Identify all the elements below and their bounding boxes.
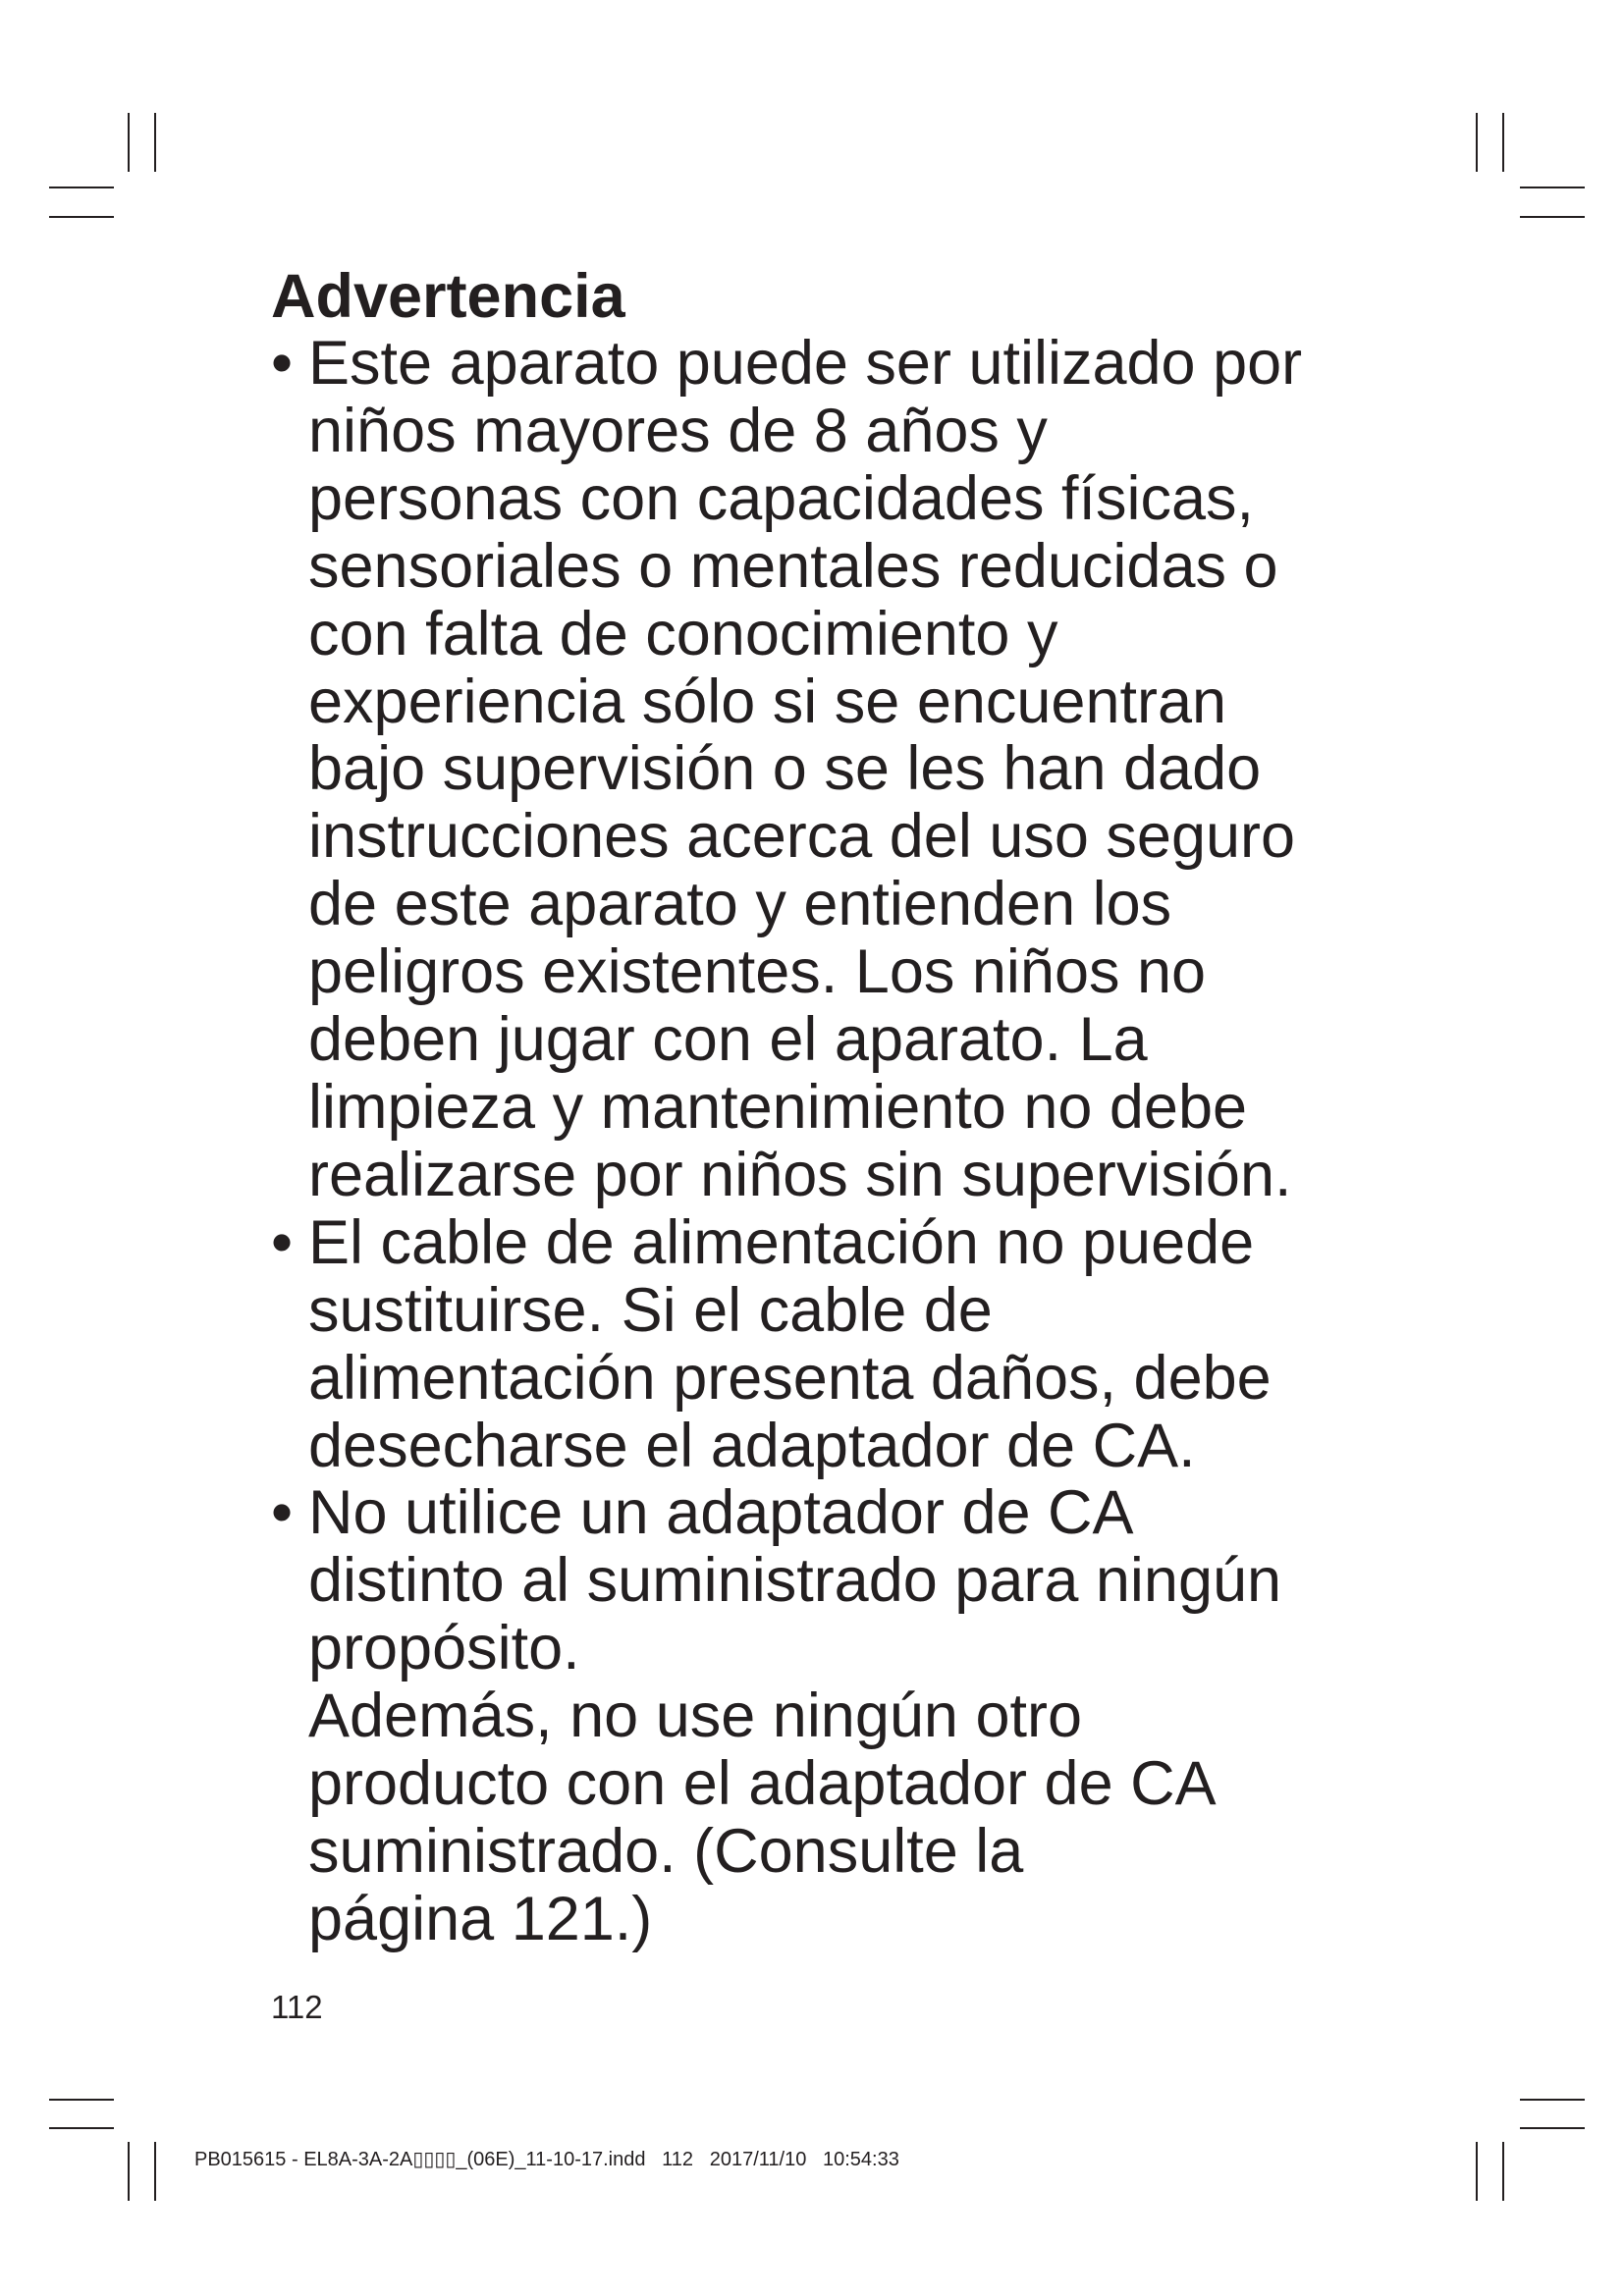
text-line: Este aparato puede ser utilizado por: [308, 329, 1303, 398]
warning-section: [271, 263, 1390, 1953]
text-line: sustituirse. Si el cable de: [308, 1275, 993, 1345]
text-line: desecharse el adaptador de CA.: [308, 1411, 1196, 1480]
text-line: sensoriales o mentales reducidas o: [308, 531, 1278, 601]
text-line: peligros existentes. Los niños no: [308, 937, 1207, 1007]
warning-bullet: [271, 1209, 1390, 1480]
text-line: No utilice un adaptador de CA: [308, 1478, 1134, 1548]
text-line: bajo supervisión o se les han dado: [308, 734, 1262, 804]
crop-mark-top-right-vertical: [1502, 113, 1504, 172]
crop-mark-bottom-left-vertical: [154, 2142, 156, 2201]
crop-mark-top-left-vertical: [154, 113, 156, 172]
text-line: con falta de conocimiento y: [308, 599, 1058, 668]
text-line: realizarse por niños sin supervisión.: [308, 1140, 1292, 1209]
text-line: distinto al suministrado para ningún: [308, 1546, 1282, 1616]
crop-mark-top-right-horizontal: [1520, 187, 1585, 188]
text-line: página 121.): [308, 1884, 653, 1953]
crop-mark-bottom-right-vertical: [1502, 2142, 1504, 2201]
bullet-icon: •: [271, 1207, 294, 1277]
bullet-icon: •: [271, 329, 294, 398]
text-line: limpieza y mantenimiento no debe: [308, 1072, 1248, 1142]
print-slug-line: PB015615 - EL8A-3A-2A▯▯▯▯_(06E)_11-10-17.indd 112 2017/11/10 10:54:33: [194, 2149, 899, 2170]
crop-mark-bottom-left-vertical: [128, 2142, 130, 2201]
crop-mark-top-right-vertical: [1476, 113, 1478, 172]
section-heading: Advertencia: [271, 262, 625, 331]
text-line: experiencia sólo si se encuentran: [308, 667, 1227, 736]
crop-mark-bottom-right-horizontal: [1520, 2127, 1585, 2129]
warning-bullet: [271, 1479, 1390, 1952]
crop-mark-top-left-vertical: [128, 113, 130, 172]
crop-mark-bottom-right-vertical: [1476, 2142, 1478, 2201]
crop-mark-top-left-horizontal: [49, 216, 114, 218]
text-line: suministrado. (Consulte la: [308, 1816, 1024, 1886]
text-line: Además, no use ningún otro: [308, 1682, 1083, 1751]
warning-bullet: [271, 330, 1390, 1209]
crop-mark-bottom-right-horizontal: [1520, 2099, 1585, 2101]
text-line: El cable de alimentación no puede: [308, 1207, 1255, 1277]
text-line: instrucciones acerca del uso seguro: [308, 802, 1296, 872]
bullet-icon: •: [271, 1478, 294, 1548]
text-line: alimentación presenta daños, debe: [308, 1343, 1272, 1413]
text-line: producto con el adaptador de CA: [308, 1749, 1217, 1819]
crop-mark-bottom-left-horizontal: [49, 2127, 114, 2129]
text-line: niños mayores de 8 años y: [308, 396, 1048, 465]
text-line: personas con capacidades físicas,: [308, 463, 1255, 533]
crop-mark-bottom-left-horizontal: [49, 2099, 114, 2101]
crop-mark-top-right-horizontal: [1520, 216, 1585, 218]
text-line: propósito.: [308, 1614, 580, 1683]
crop-mark-top-left-horizontal: [49, 187, 114, 188]
text-line: deben jugar con el aparato. La: [308, 1005, 1148, 1075]
page-number: 112: [271, 1989, 323, 2025]
text-line: de este aparato y entienden los: [308, 870, 1172, 939]
